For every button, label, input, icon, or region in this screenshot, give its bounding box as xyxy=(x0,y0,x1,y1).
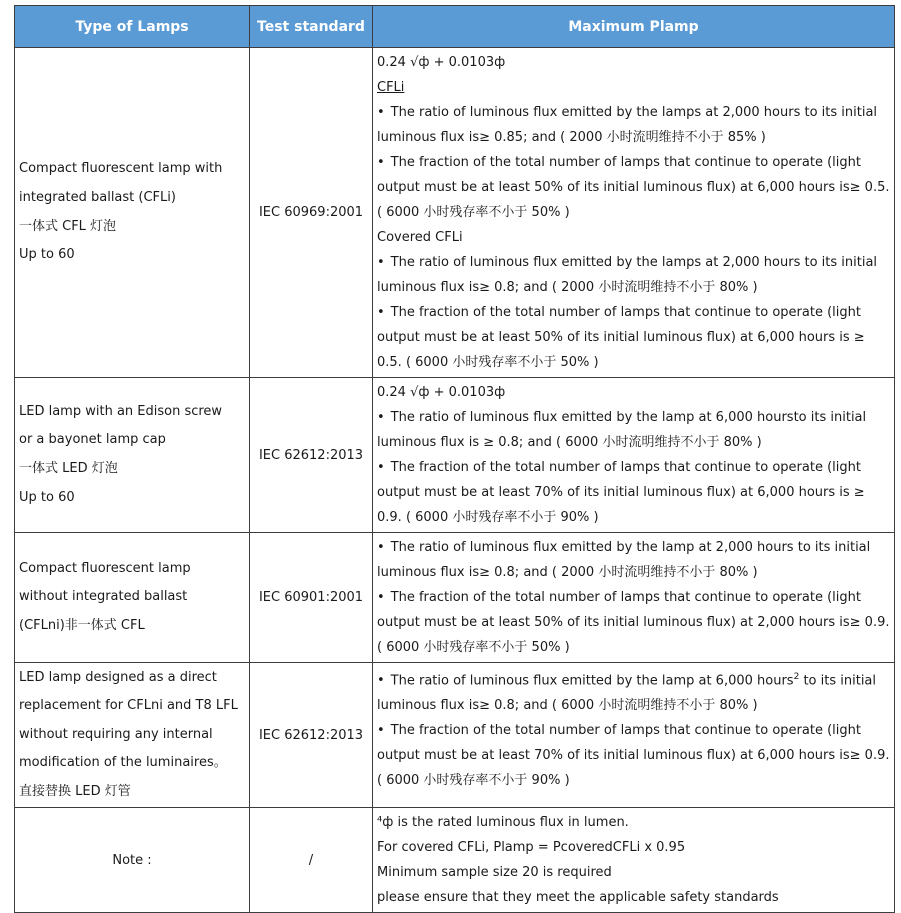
requirement-text: The ratio of luminous flux emitted by the lamps at 2,000 hours to its initial luminous flux is≥ 0.85; and ( 2000 小时流明维持不小于 85% ) xyxy=(377,105,878,145)
test-standard-cell: IEC 60901:2001 xyxy=(250,533,373,663)
requirement-text: The fraction of the total number of lamps that continue to operate (light output must be at least 50% of its initial luminous flux) at 2,000 hours is≥ 0.9. ( 6000 小时残存率不小于 50% ) xyxy=(377,590,890,655)
lamp-type-cell xyxy=(15,48,250,378)
requirement-text: to its initial luminous flux is≥ 0.8; and ( 6000 小时流明维持不小于 80% ) xyxy=(377,673,877,714)
lamp-type-cell xyxy=(15,533,250,663)
header-test-standard: Test standard xyxy=(250,6,373,48)
requirement-item xyxy=(377,250,891,300)
test-standard-cell: IEC 62612:2013 xyxy=(250,663,373,808)
requirement-item xyxy=(377,455,891,530)
bullet-icon: • xyxy=(377,410,385,425)
requirement-item xyxy=(377,150,891,225)
lamp-type-line: LED lamp with an Edison screw xyxy=(19,403,223,419)
bullet-icon: • xyxy=(377,590,385,605)
requirement-item xyxy=(377,100,891,150)
lamp-type-cell xyxy=(15,663,250,808)
plamp-formula: 0.24 √ф + 0.0103ф xyxy=(377,385,506,400)
plamp-cell xyxy=(373,533,895,663)
bullet-icon: • xyxy=(377,155,385,170)
test-standard-cell: IEC 62612:2013 xyxy=(250,378,373,533)
plamp-cell xyxy=(373,48,895,378)
plamp-cell xyxy=(373,663,895,808)
bullet-icon: • xyxy=(377,305,385,320)
lamp-type-line: integrated ballast (CFLi) xyxy=(19,189,176,205)
lamp-type-line: 一体式 CFL 灯泡 xyxy=(19,218,117,234)
lamp-type-line: 直接替换 LED 灯管 xyxy=(19,783,131,799)
requirement-text: The ratio of luminous flux emitted by the lamp at 6,000 hours xyxy=(390,673,794,689)
plamp-cell xyxy=(373,378,895,533)
lamp-type-line: or a bayonet lamp cap xyxy=(19,432,166,448)
subheading-cfli: CFLi xyxy=(377,80,405,95)
header-type-of-lamps: Type of Lamps xyxy=(15,6,250,48)
requirement-text: The fraction of the total number of lamps that continue to operate (light output must be at least 50% of its initial luminous flux) at 6,000 hours is≥ 0.5. ( 6000 小时残存率不小于 50% ) xyxy=(377,155,890,220)
lamp-type-line: modification of the luminaires。 xyxy=(19,755,227,771)
requirement-text: The fraction of the total number of lamps that continue to operate (light output must be at least 70% of its initial luminous flux) at 6,000 hours is≥ 0.9. ( 6000 小时残存率不小于 90% ) xyxy=(377,723,890,789)
note-line: please ensure that they meet the applicable safety standards xyxy=(377,890,779,905)
bullet-icon: • xyxy=(377,460,385,475)
bullet-icon: • xyxy=(377,723,385,739)
requirement-item xyxy=(377,300,891,375)
table-header-row xyxy=(15,6,895,48)
header-maximum-plamp: Maximum Plamp xyxy=(373,6,895,48)
lamp-requirements-table xyxy=(14,5,895,913)
plamp-formula: 0.24 √ф + 0.0103ф xyxy=(377,55,506,70)
bullet-icon: • xyxy=(377,105,385,120)
subheading-covered-cfli: Covered CFLi xyxy=(377,230,463,245)
requirement-text: The ratio of luminous flux emitted by the lamps at 2,000 hours to its initial luminous flux is≥ 0.8; and ( 2000 小时流明维持不小于 80% ) xyxy=(377,255,878,295)
lamp-type-line: LED lamp designed as a direct xyxy=(19,669,217,685)
table-row xyxy=(15,48,895,378)
requirement-text: The ratio of luminous flux emitted by the lamp at 6,000 hoursto its initial luminous flux is ≥ 0.8; and ( 6000 小时流明维持不小于 80% ) xyxy=(377,410,867,450)
note-line: ⁴ф is the rated luminous flux in lumen. xyxy=(377,815,629,830)
bullet-icon: • xyxy=(377,540,385,555)
table-row xyxy=(15,663,895,808)
footnote-marker: 2 xyxy=(793,672,800,682)
requirement-item xyxy=(377,665,891,718)
requirement-item xyxy=(377,535,891,585)
requirement-text: The fraction of the total number of lamps that continue to operate (light output must be at least 50% of its initial luminous flux) at 6,000 hours is ≥ 0.5. ( 6000 小时残存率不小于 50% ) xyxy=(377,305,865,370)
lamp-type-line: Up to 60 xyxy=(19,489,75,505)
note-content xyxy=(373,808,895,913)
note-standard: / xyxy=(250,808,373,913)
requirement-item xyxy=(377,585,891,660)
lamp-type-cell xyxy=(15,378,250,533)
requirement-text: The fraction of the total number of lamps that continue to operate (light output must be at least 70% of its initial luminous flux) at 6,000 hours is ≥ 0.9. ( 6000 小时残存率不小于 90% ) xyxy=(377,460,865,525)
lamp-type-line: 一体式 LED 灯泡 xyxy=(19,461,118,476)
table-row xyxy=(15,378,895,533)
test-standard-cell: IEC 60969:2001 xyxy=(250,48,373,378)
lamp-type-line: Compact fluorescent lamp xyxy=(19,560,191,576)
lamp-type-line: Compact fluorescent lamp with xyxy=(19,161,223,177)
lamp-type-line: replacement for CFLni and T8 LFL xyxy=(19,698,238,714)
note-line: For covered CFLi, Plamp = PcoveredCFLi x 0.95 xyxy=(377,840,686,855)
requirement-text: The ratio of luminous flux emitted by the lamp at 2,000 hours to its initial luminous flux is≥ 0.8; and ( 2000 小时流明维持不小于 80% ) xyxy=(377,540,871,580)
note-line: Minimum sample size 20 is required xyxy=(377,865,612,880)
bullet-icon: • xyxy=(377,673,385,689)
table-row xyxy=(15,533,895,663)
lamp-type-line: without integrated ballast xyxy=(19,589,188,605)
requirement-item xyxy=(377,718,891,793)
note-label: Note : xyxy=(15,808,250,913)
note-row xyxy=(15,808,895,913)
lamp-type-line: (CFLni)非一体式 CFL xyxy=(19,617,145,633)
lamp-type-line: without requiring any internal xyxy=(19,726,213,742)
bullet-icon: • xyxy=(377,255,385,270)
requirement-item xyxy=(377,405,891,455)
lamp-type-line: Up to 60 xyxy=(19,247,75,263)
